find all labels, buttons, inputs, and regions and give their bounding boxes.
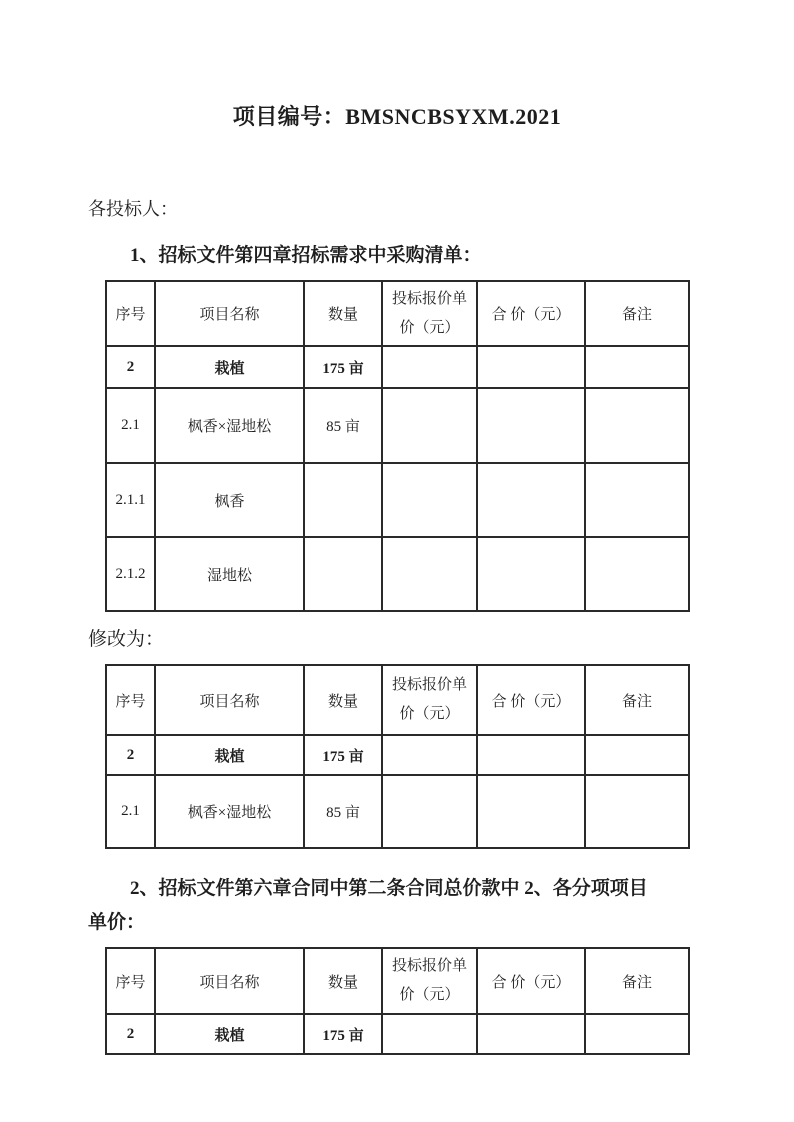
cell-seq: 2	[106, 735, 155, 775]
col-header-total-price: 合 价（元）	[477, 948, 585, 1014]
cell-unit-price	[382, 537, 477, 611]
cell-item-name: 枫香×湿地松	[155, 775, 304, 848]
cell-remarks	[585, 388, 689, 463]
cell-item-name: 枫香	[155, 463, 304, 537]
col-header-item-name: 项目名称	[155, 665, 304, 735]
col-header-quantity: 数量	[304, 665, 382, 735]
table-header-row	[106, 281, 689, 346]
cell-item-name: 栽植	[155, 346, 304, 388]
col-header-seq: 序号	[106, 948, 155, 1014]
cell-remarks	[585, 537, 689, 611]
col-header-bid-unit-price-line2: 价（元）	[399, 987, 460, 1003]
cell-quantity: 175 亩	[304, 1014, 382, 1054]
cell-remarks	[585, 1014, 689, 1054]
cell-item-name: 栽植	[155, 1014, 304, 1054]
col-header-quantity: 数量	[304, 281, 382, 346]
modified-to-label: 修改为：	[88, 629, 165, 650]
col-header-bid-unit-price	[382, 948, 477, 1014]
cell-remarks	[585, 463, 689, 537]
col-header-seq: 序号	[106, 281, 155, 346]
section-2-heading-line-1: 2、招标文件第六章合同中第二条合同总价款中 2、各分项项目	[130, 878, 648, 899]
col-header-remarks: 备注	[585, 281, 689, 346]
section-1-heading: 1、招标文件第四章招标需求中采购清单：	[130, 245, 482, 266]
salutation: 各投标人：	[88, 199, 178, 219]
cell-unit-price	[382, 388, 477, 463]
cell-total-price	[477, 735, 585, 775]
table-row	[106, 537, 689, 611]
table-row	[106, 463, 689, 537]
table-header-row	[106, 665, 689, 735]
table-row	[106, 346, 689, 388]
cell-unit-price	[382, 1014, 477, 1054]
cell-unit-price	[382, 775, 477, 848]
cell-quantity: 85 亩	[304, 775, 382, 848]
cell-quantity	[304, 463, 382, 537]
procurement-table-modified	[105, 664, 690, 849]
col-header-remarks: 备注	[585, 665, 689, 735]
col-header-bid-unit-price-line2: 价（元）	[399, 319, 460, 336]
cell-total-price	[477, 346, 585, 388]
cell-total-price	[477, 537, 585, 611]
cell-seq: 2.1	[106, 388, 155, 463]
cell-seq: 2	[106, 346, 155, 388]
cell-quantity: 85 亩	[304, 388, 382, 463]
cell-quantity: 175 亩	[304, 346, 382, 388]
col-header-seq: 序号	[106, 665, 155, 735]
cell-unit-price	[382, 463, 477, 537]
cell-remarks	[585, 735, 689, 775]
cell-total-price	[477, 775, 585, 848]
col-header-item-name: 项目名称	[155, 948, 304, 1014]
cell-item-name: 枫香×湿地松	[155, 388, 304, 463]
col-header-item-name: 项目名称	[155, 281, 304, 346]
cell-remarks	[585, 346, 689, 388]
cell-total-price	[477, 1014, 585, 1054]
cell-seq: 2	[106, 1014, 155, 1054]
cell-remarks	[585, 775, 689, 848]
document-title: 项目编号：BMSNCBSYXM.2021	[232, 104, 562, 129]
cell-seq: 2.1.1	[106, 463, 155, 537]
cell-unit-price	[382, 346, 477, 388]
section-2-heading-line-2: 单价：	[88, 912, 146, 933]
col-header-remarks: 备注	[585, 948, 689, 1014]
cell-item-name: 湿地松	[155, 537, 304, 611]
cell-item-name: 栽植	[155, 735, 304, 775]
table-row	[106, 775, 689, 848]
col-header-total-price: 合 价（元）	[477, 281, 585, 346]
unit-price-table	[105, 947, 690, 1055]
col-header-bid-unit-price	[382, 665, 477, 735]
cell-seq: 2.1	[106, 775, 155, 848]
col-header-bid-unit-price-line2: 价（元）	[399, 706, 460, 722]
table-row	[106, 735, 689, 775]
col-header-total-price: 合 价（元）	[477, 665, 585, 735]
procurement-table-original	[105, 280, 690, 612]
cell-quantity	[304, 537, 382, 611]
cell-total-price	[477, 388, 585, 463]
table-row	[106, 1014, 689, 1054]
table-row	[106, 388, 689, 463]
cell-total-price	[477, 463, 585, 537]
cell-unit-price	[382, 735, 477, 775]
col-header-bid-unit-price	[382, 281, 477, 346]
cell-quantity: 175 亩	[304, 735, 382, 775]
col-header-bid-unit-price-line1: 投标报价单	[391, 958, 467, 974]
col-header-bid-unit-price-line1: 投标报价单	[391, 290, 467, 307]
table-header-row	[106, 948, 689, 1014]
col-header-quantity: 数量	[304, 948, 382, 1014]
cell-seq: 2.1.2	[106, 537, 155, 611]
col-header-bid-unit-price-line1: 投标报价单	[391, 677, 467, 693]
